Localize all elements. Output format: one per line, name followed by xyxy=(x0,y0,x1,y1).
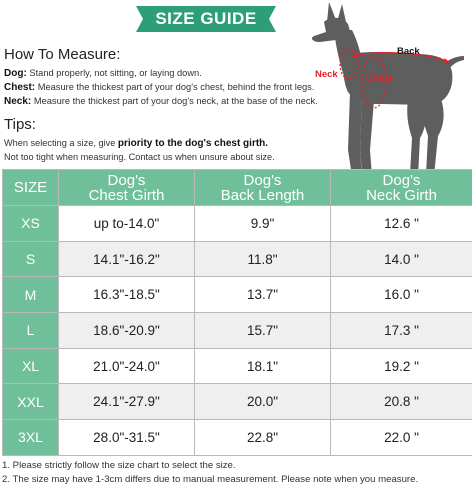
tip-line-2: Not too tight when measuring. Contact us when unsure about size. xyxy=(4,152,275,162)
header-line: Back Length xyxy=(220,186,305,204)
neck-cell: 14.0 " xyxy=(331,241,472,277)
measure-text: Measure the thickest part of your dog's chest, behind the front legs. xyxy=(35,82,315,92)
measure-chest-line xyxy=(4,82,314,93)
size-cell: XS xyxy=(3,206,59,242)
header-line: Chest Girth xyxy=(88,186,165,204)
back-cell: 11.8" xyxy=(195,241,331,277)
size-column-header: SIZE xyxy=(3,170,59,206)
header-line: Neck Girth xyxy=(366,186,437,204)
back-cell: 15.7" xyxy=(195,313,331,349)
tips-heading: Tips: xyxy=(4,116,36,133)
size-cell: XXL xyxy=(3,384,59,420)
chest-column-header xyxy=(59,170,195,206)
measure-text: Stand properly, not sitting, or laying down. xyxy=(26,68,202,78)
chest-cell: 21.0"-24.0" xyxy=(59,348,195,384)
neck-cell: 22.0 " xyxy=(331,420,472,456)
measure-text: Measure the thickest part of your dog's neck, at the base of the neck. xyxy=(31,96,318,106)
back-cell: 9.9" xyxy=(195,206,331,242)
footnote-1: 1. Please strictly follow the size chart to select the size. xyxy=(2,460,236,471)
measure-dog-line xyxy=(4,68,202,79)
table-row xyxy=(3,206,472,242)
size-cell: XL xyxy=(3,348,59,384)
table-row xyxy=(3,348,472,384)
size-cell: M xyxy=(3,277,59,313)
table-row xyxy=(3,277,472,313)
how-to-measure-heading: How To Measure: xyxy=(4,46,121,63)
table-row xyxy=(3,313,472,349)
measure-term: Chest: xyxy=(4,82,36,93)
neck-cell: 19.2 " xyxy=(331,348,472,384)
measure-term: Neck: xyxy=(4,96,32,107)
size-cell: L xyxy=(3,313,59,349)
back-cell: 22.8" xyxy=(195,420,331,456)
header-line: Dog's xyxy=(243,171,282,189)
chest-cell: 16.3"-18.5" xyxy=(59,277,195,313)
header-line: Dog's xyxy=(107,171,146,189)
neck-cell: 17.3 " xyxy=(331,313,472,349)
neck-cell: 12.6 " xyxy=(331,206,472,242)
back-label: Back xyxy=(397,46,420,57)
tip-emphasis: priority to the dog's chest girth. xyxy=(117,138,269,149)
back-column-header xyxy=(195,170,331,206)
table-row xyxy=(3,420,472,456)
chest-cell: 28.0"-31.5" xyxy=(59,420,195,456)
neck-column-header xyxy=(331,170,472,206)
chest-cell: 18.6"-20.9" xyxy=(59,313,195,349)
size-cell: 3XL xyxy=(3,420,59,456)
banner-title: SIZE GUIDE xyxy=(155,9,257,28)
measure-neck-line xyxy=(4,96,318,107)
chest-cell: up to-14.0" xyxy=(59,206,195,242)
chest-cell: 24.1"-27.9" xyxy=(59,384,195,420)
neck-cell: 16.0 " xyxy=(331,277,472,313)
back-cell: 20.0" xyxy=(195,384,331,420)
footnote-2: 2. The size may have 1-3cm differs due to manual measurement. Please note when you measure. xyxy=(2,474,419,485)
table-header-row xyxy=(3,170,472,206)
size-cell: S xyxy=(3,241,59,277)
tip-line-1 xyxy=(4,138,268,149)
chest-cell: 14.1"-16.2" xyxy=(59,241,195,277)
size-chart-table xyxy=(2,169,472,456)
size-guide-banner xyxy=(136,6,276,32)
neck-label: Neck xyxy=(315,69,338,80)
measure-term: Dog: xyxy=(4,68,27,79)
table-row xyxy=(3,241,472,277)
chest-label: Chest xyxy=(366,73,393,84)
back-cell: 13.7" xyxy=(195,277,331,313)
back-cell: 18.1" xyxy=(195,348,331,384)
neck-cell: 20.8 " xyxy=(331,384,472,420)
header-line: Dog's xyxy=(382,171,421,189)
table-row xyxy=(3,384,472,420)
tip-prefix: When selecting a size, give xyxy=(4,138,118,148)
dog-silhouette xyxy=(312,2,464,186)
